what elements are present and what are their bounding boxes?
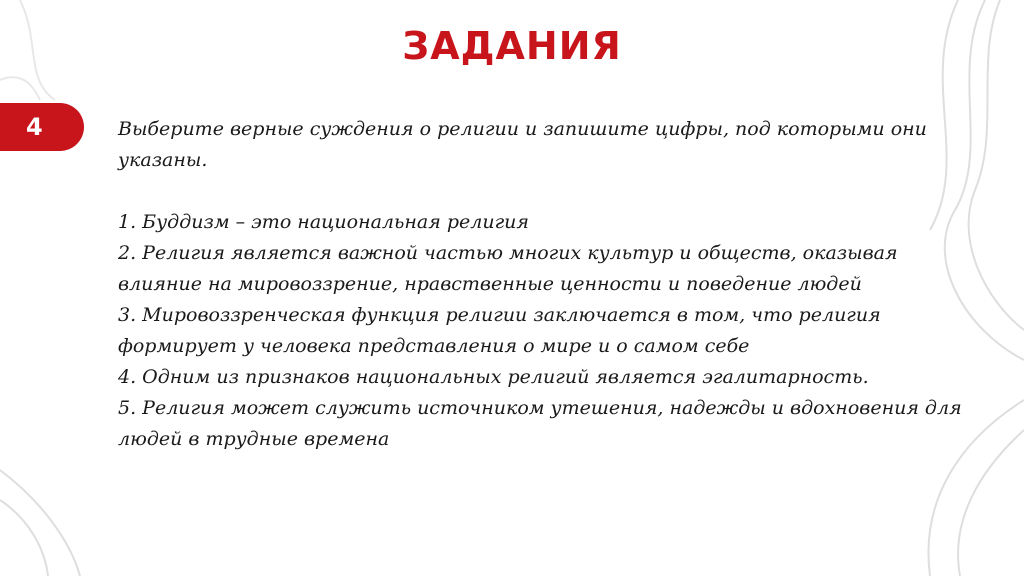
statement-item: 5. Религия может служить источником утешения, надежды и вдохновения для людей в трудные времена (118, 397, 962, 450)
statement-item: 3. Мировоззренческая функция религии заключается в том, что религия формирует у человека представления о мире и о самом себе (118, 304, 881, 357)
task-content (118, 114, 968, 455)
page-title: ЗАДАНИЯ (402, 24, 622, 68)
task-number-badge: 4 (0, 103, 84, 151)
statement-item: 2. Религия является важной частью многих культур и обществ, оказывая влияние на мировоззрение, нравственные ценности и поведение людей (118, 242, 898, 295)
task-instruction: Выберите верные суждения о религии и запишите цифры, под которыми они указаны. (118, 118, 927, 171)
statement-item: 1. Буддизм – это национальная религия (118, 211, 529, 233)
statement-item: 4. Одним из признаков национальных религий является эгалитарность. (118, 366, 869, 388)
